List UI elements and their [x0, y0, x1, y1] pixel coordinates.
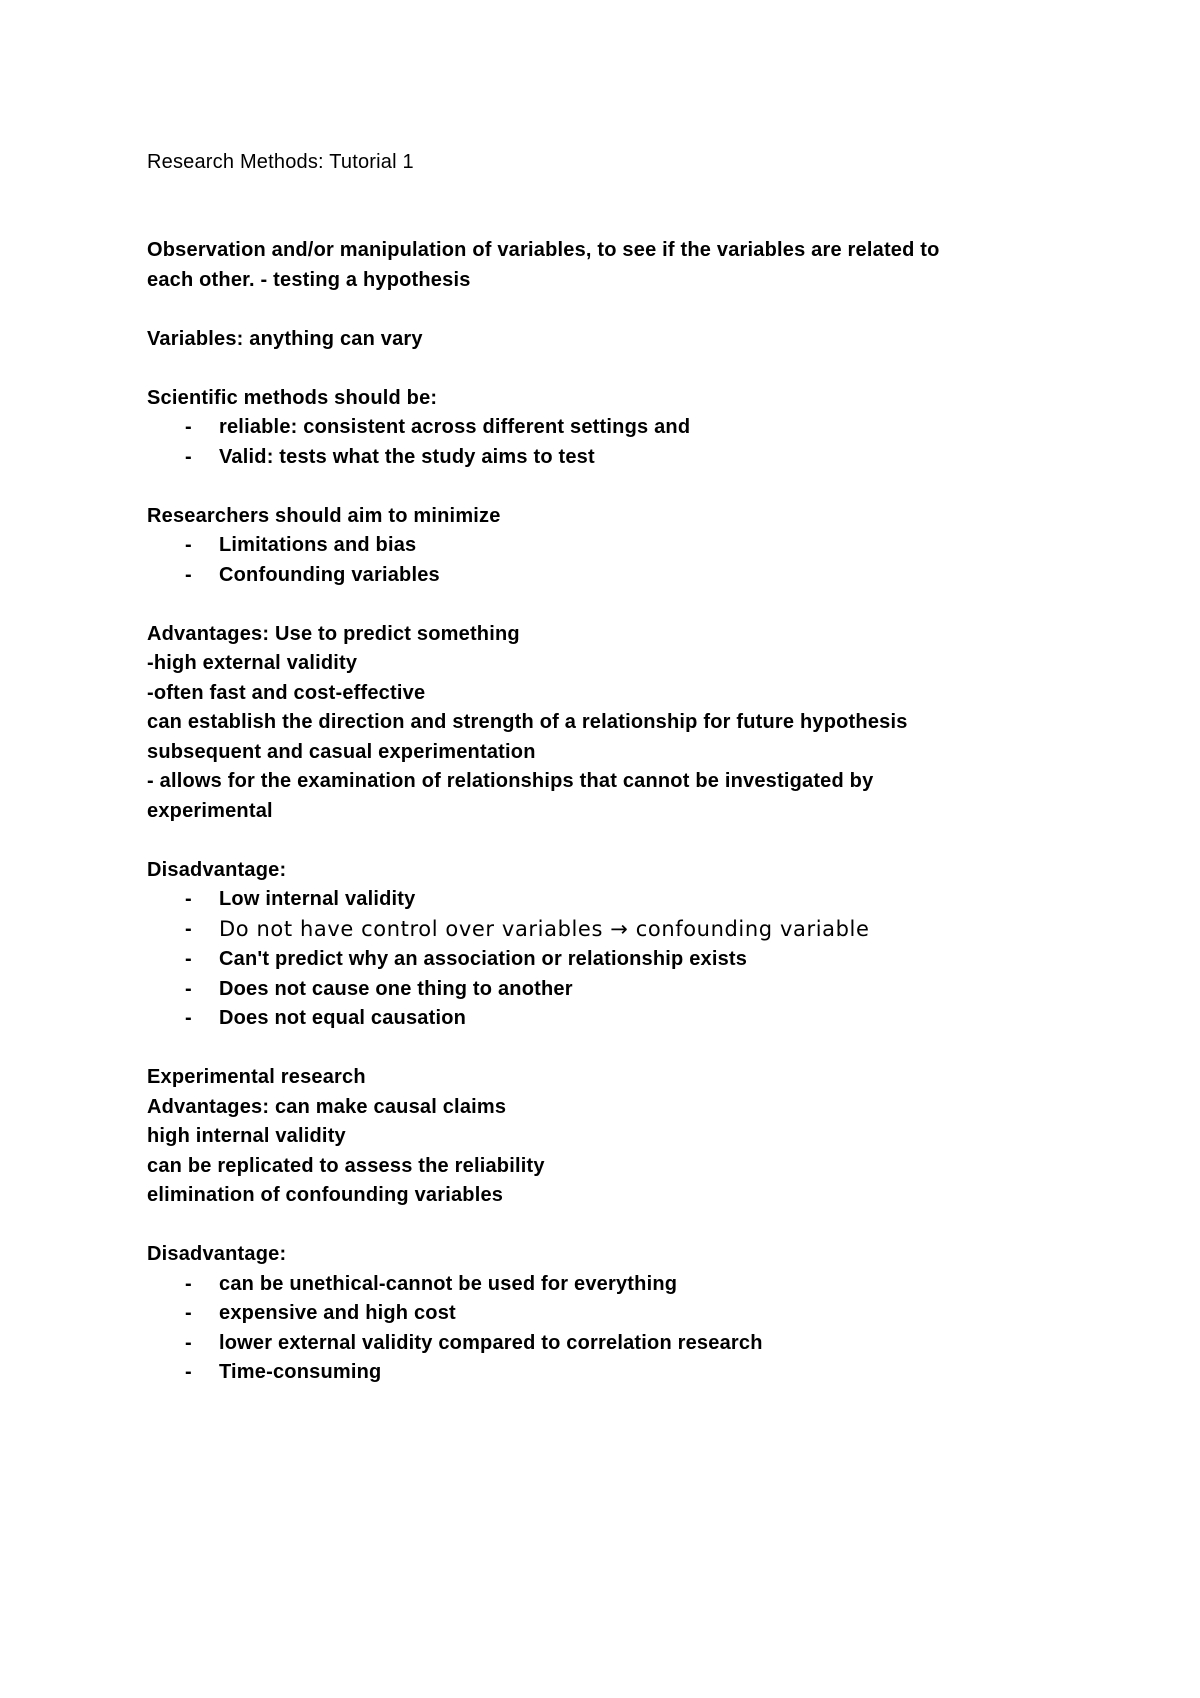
- advantages-line: experimental: [147, 799, 273, 822]
- list-item-text: Confounding variables: [219, 563, 440, 586]
- experimental-line: elimination of confounding variables: [147, 1184, 504, 1206]
- advantages-line: Advantages: Use to predict something: [147, 622, 520, 645]
- intro-line: Observation and/or manipulation of variables, to see if the variables are related to: [147, 239, 940, 261]
- advantages-line: -high external validity: [147, 652, 358, 674]
- advantages-line: subsequent and casual experimentation: [147, 740, 536, 763]
- list-item-text: Do not have control over variables → confounding variable: [219, 916, 870, 941]
- intro-paragraph: [147, 236, 1067, 295]
- list-item-text: Can't predict why an association or relationship exists: [219, 948, 748, 970]
- dash-bullet: -: [185, 563, 192, 586]
- list-item-text: can be unethical-cannot be used for everything: [219, 1272, 678, 1295]
- dash-bullet: -: [185, 948, 192, 970]
- list-item-text: Low internal validity: [219, 888, 416, 910]
- list-item: [147, 1329, 1067, 1359]
- minimize-section: [147, 502, 1067, 591]
- intro-line: each other. - testing a hypothesis: [147, 268, 471, 291]
- experimental-line: can be replicated to assess the reliability: [147, 1154, 545, 1177]
- list-item-text: expensive and high cost: [219, 1302, 456, 1324]
- dash-bullet: -: [185, 445, 192, 468]
- minimize-list: [147, 531, 1067, 590]
- advantages-line: - allows for the examination of relationships that cannot be investigated by: [147, 770, 874, 792]
- list-item: [147, 915, 1067, 946]
- dash-bullet: -: [185, 1007, 192, 1029]
- disadvantage-heading: Disadvantage:: [147, 858, 287, 881]
- dash-bullet: -: [185, 1272, 192, 1295]
- dash-bullet: -: [185, 416, 192, 438]
- dash-bullet: -: [185, 1331, 192, 1354]
- experimental-line: Advantages: can make causal claims: [147, 1095, 507, 1118]
- experimental-disadvantages-section: [147, 1240, 1067, 1388]
- experimental-disadvantages-list: [147, 1270, 1067, 1388]
- list-item: [147, 531, 1067, 561]
- dash-bullet: -: [185, 1302, 192, 1324]
- list-item: [147, 1358, 1067, 1388]
- list-item: [147, 413, 1067, 443]
- correlation-disadvantages-list: [147, 885, 1067, 1034]
- list-item: [147, 561, 1067, 591]
- dash-bullet: -: [185, 977, 192, 1000]
- experimental-section: [147, 1063, 1067, 1211]
- dash-bullet: -: [185, 534, 192, 556]
- list-item: [147, 945, 1067, 975]
- list-item: [147, 1299, 1067, 1329]
- list-item-text: reliable: consistent across different settings and: [219, 416, 691, 438]
- minimize-heading: Researchers should aim to minimize: [147, 504, 501, 527]
- list-item-text: Time-consuming: [219, 1361, 382, 1383]
- dash-bullet: -: [185, 888, 192, 910]
- scientific-methods-heading: Scientific methods should be:: [147, 386, 438, 409]
- list-item-text: lower external validity compared to correlation research: [219, 1331, 763, 1354]
- list-item-text: Valid: tests what the study aims to test: [219, 445, 595, 468]
- document-body: [147, 148, 1067, 1417]
- scientific-methods-list: [147, 413, 1067, 472]
- dash-bullet: -: [185, 917, 192, 940]
- list-item-text: Does not cause one thing to another: [219, 977, 573, 1000]
- list-item-text: Limitations and bias: [219, 534, 417, 556]
- list-item: [147, 885, 1067, 915]
- variables-line: Variables: anything can vary: [147, 327, 423, 350]
- experimental-line: high internal validity: [147, 1125, 346, 1147]
- list-item: [147, 975, 1067, 1005]
- list-item: [147, 1004, 1067, 1034]
- correlation-advantages-section: [147, 620, 1067, 827]
- disadvantage-heading: Disadvantage:: [147, 1243, 287, 1265]
- scientific-methods-section: [147, 384, 1067, 473]
- list-item-text: Does not equal causation: [219, 1007, 467, 1029]
- experimental-line: Experimental research: [147, 1066, 366, 1088]
- advantages-line: can establish the direction and strength of a relationship for future hypothesis: [147, 711, 908, 733]
- list-item: [147, 1270, 1067, 1300]
- document-title: Research Methods: Tutorial 1: [147, 151, 414, 173]
- dash-bullet: -: [185, 1361, 192, 1383]
- advantages-line: -often fast and cost-effective: [147, 681, 426, 704]
- correlation-disadvantages-section: [147, 856, 1067, 1034]
- list-item: [147, 443, 1067, 473]
